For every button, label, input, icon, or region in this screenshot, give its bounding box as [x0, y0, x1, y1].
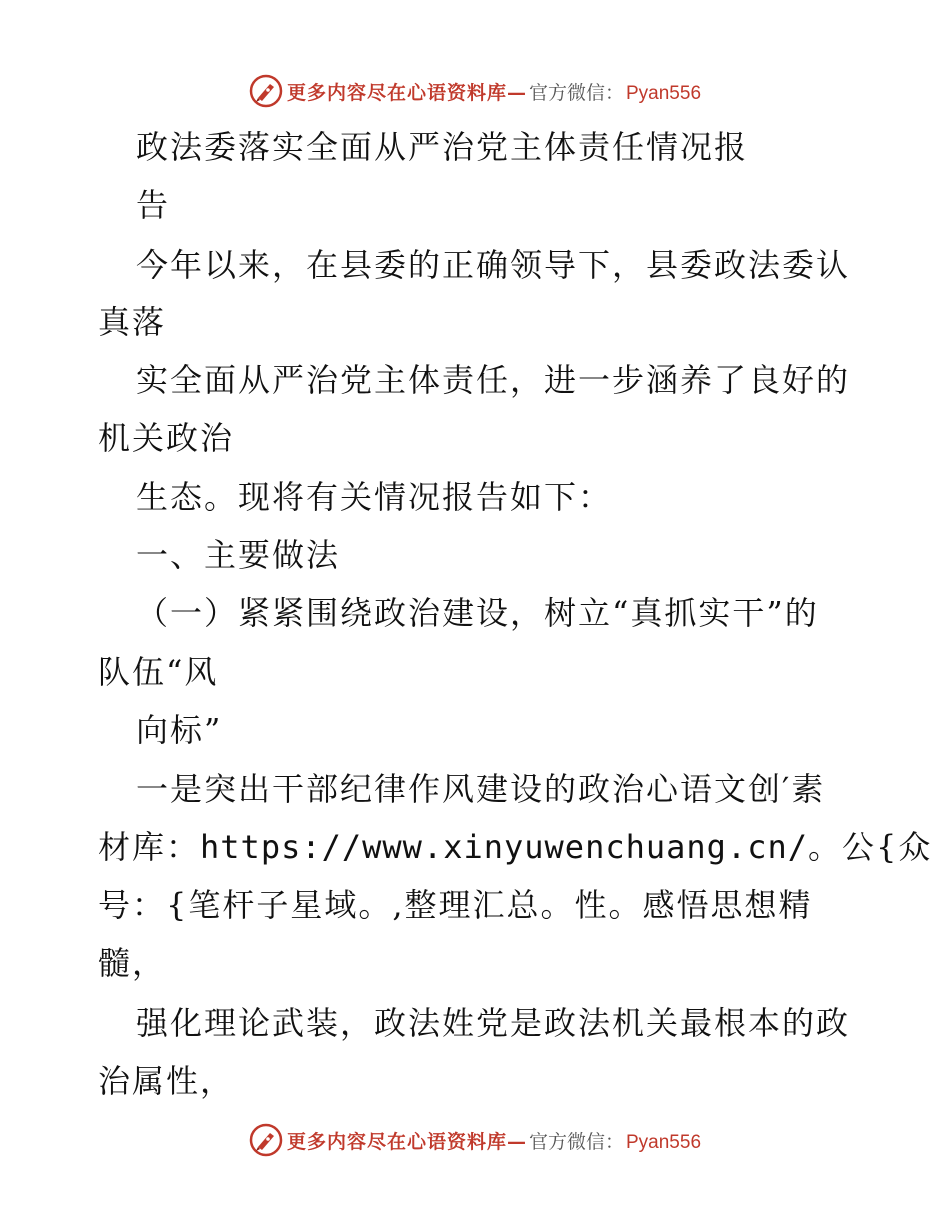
document-title-line-2: 告: [136, 186, 171, 224]
section-heading: 一、主要做法: [136, 536, 341, 574]
banner-wechat-label: 官方微信：: [528, 1130, 624, 1153]
footer-banner: [0, 1120, 950, 1160]
paragraph-line-with-url: [98, 827, 932, 867]
paragraph-line: 实全面从严治党主体责任，进一步涵养了良好的: [136, 361, 851, 399]
banner-wechat-id: Pyan556: [626, 1131, 702, 1153]
paragraph-line: 机关政治: [98, 419, 235, 457]
pen-nib-logo-icon: [249, 1123, 283, 1157]
header-banner-text: [287, 78, 701, 105]
url-text: https://www.xinyuwenchuang.cn/: [200, 828, 808, 866]
footer-banner-text: [287, 1127, 701, 1154]
banner-wechat-id: Pyan556: [626, 82, 702, 104]
paragraph-line: 强化理论武装，政法姓党是政法机关最根本的政: [136, 1004, 851, 1042]
banner-main-text: 更多内容尽在心语资料库—: [286, 1130, 527, 1153]
subsection-heading-line-3: 向标”: [136, 711, 223, 749]
paragraph-text: 。公{众: [807, 828, 933, 866]
document-title-line-1: 政法委落实全面从严治党主体责任情况报: [136, 128, 749, 166]
banner-wechat-label: 官方微信：: [528, 81, 624, 104]
paragraph-line: 一是突出干部纪律作风建设的政治心语文创′素: [136, 770, 826, 808]
paragraph-line: 治属性，: [98, 1062, 235, 1100]
paragraph-line: 号：{笔杆子星域。,整理汇总。性。感悟思想精: [98, 886, 813, 924]
paragraph-line: 髓，: [98, 944, 167, 982]
paragraph-line: 真落: [98, 303, 167, 341]
paragraph-text: 材库：: [98, 828, 201, 866]
paragraph-line: 生态。现将有关情况报告如下：: [136, 478, 613, 516]
subsection-heading-line-1: （一）紧紧围绕政治建设，树立“真抓实干”的: [136, 594, 819, 632]
paragraph-line: 今年以来，在县委的正确领导下，县委政法委认: [136, 246, 851, 284]
header-banner: [0, 71, 950, 111]
subsection-heading-line-2: 队伍“风: [98, 653, 219, 691]
pen-nib-logo-icon: [249, 74, 283, 108]
banner-main-text: 更多内容尽在心语资料库—: [286, 81, 527, 104]
